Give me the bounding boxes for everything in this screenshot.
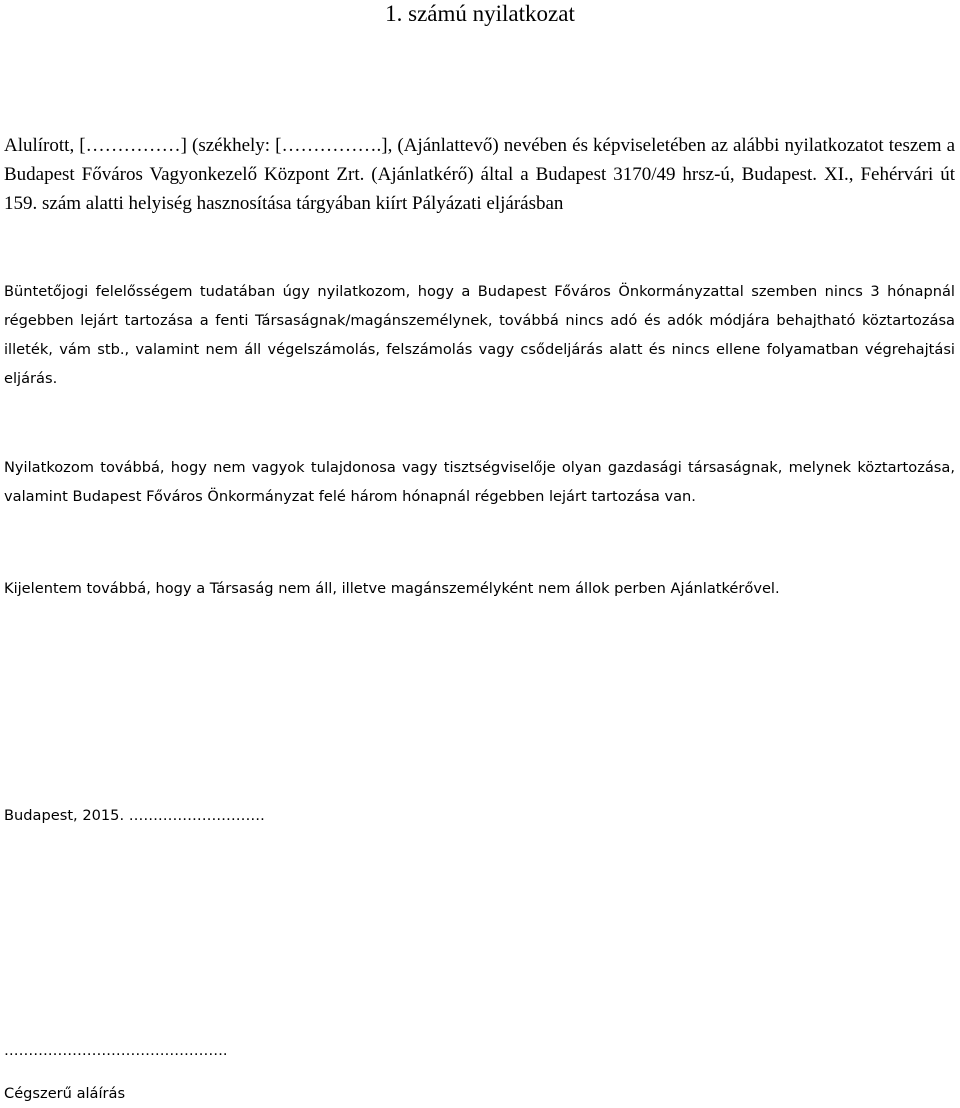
date-line: Budapest, 2015. ………………………. <box>4 807 265 824</box>
signature-label: Cégszerű aláírás <box>4 1085 126 1102</box>
intro-paragraph: Alulírott, [……………] (székhely: […………….], (Ajánlattevő) nevében és képviseletében az alábbi nyilatkozatot teszem a Budapest Főváros Vagyonkezelő Központ Zrt. (Ajánlatkérő) által a Budapest 3170/49 hrsz-ú, Budapest. XI., Fehérvári út 159. szám alatti helyiség hasznosítása tárgyában kiírt Pályázati eljárásban <box>4 135 955 214</box>
litigation-paragraph: Kijelentem továbbá, hogy a Társaság nem áll, illetve magánszemélyként nem állok perben Ajánlatkérővel. <box>4 580 780 597</box>
ownership-paragraph: Nyilatkozom továbbá, hogy nem vagyok tulajdonosa vagy tisztségviselője olyan gazdasági társaságnak, melynek köztartozása, valamint Budapest Főváros Önkormányzat felé három hónapnál régebben lejárt tartozása van. <box>4 459 955 505</box>
signature-line: ………………………………………. <box>4 1042 228 1059</box>
document-title: 1. számú nyilatkozat <box>385 1 575 26</box>
criminal-liability-paragraph: Büntetőjogi felelősségem tudatában úgy nyilatkozom, hogy a Budapest Főváros Önkormányzattal szemben nincs 3 hónapnál régebben lejárt tartozása a fenti Társaságnak/magánszemélynek, továbbá nincs adó és adók módjára behajtható köztartozása illeték, vám stb., valamint nem áll végelszámolás, felszámolás vagy csődeljárás alatt és nincs ellene folyamatban végrehajtási eljárás. <box>4 283 955 387</box>
